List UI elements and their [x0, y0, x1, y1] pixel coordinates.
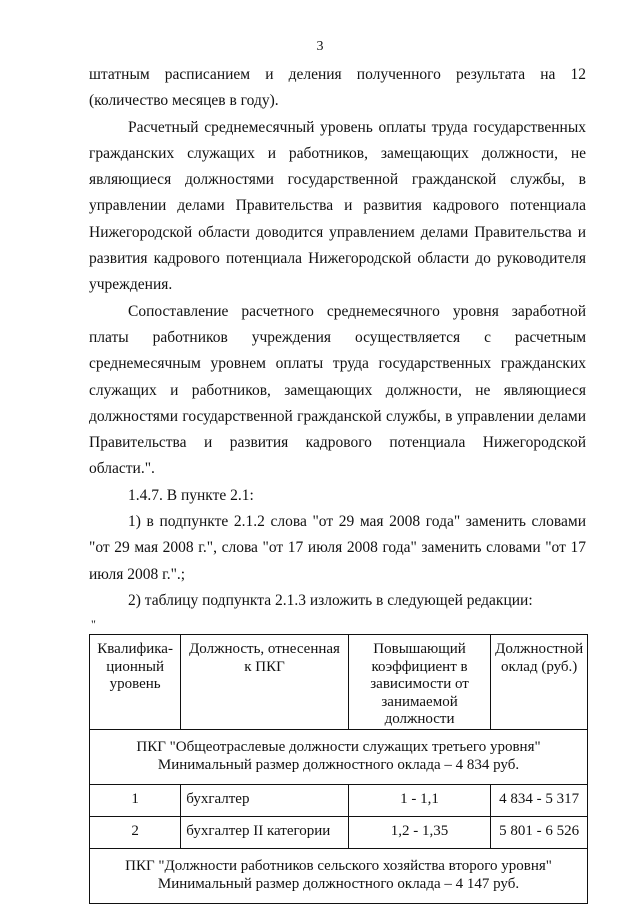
cell-coefficient: 1,2 - 1,35 — [348, 816, 491, 848]
salary-table — [89, 634, 588, 904]
cell-salary: 5 801 - 6 526 — [491, 816, 588, 848]
table-row — [90, 816, 588, 848]
table-header-row — [90, 635, 588, 730]
header-position: Должность, отнесенная к ПКГ — [181, 635, 349, 730]
paragraph-subitem-1: 1) в подпункте 2.1.2 слова "от 29 мая 2008 года" заменить словами "от 29 мая 2008 г.", слова "от 17 июля 2008 года" заменить словами "от 17 июля 2008 г.".; — [89, 513, 586, 583]
table-row — [90, 784, 588, 816]
document-body — [89, 62, 586, 904]
opening-quote-mark: " — [91, 617, 96, 632]
group-band-row — [90, 729, 588, 784]
cell-coefficient: 1 - 1,1 — [348, 784, 491, 816]
group-title-cell — [90, 729, 588, 784]
group-title: ПКГ "Общеотраслевые должности служащих третьего уровня" — [136, 739, 541, 756]
group-min-salary: Минимальный размер должностного оклада – 4 834 руб. — [157, 756, 520, 773]
paragraph-estimated-level: Расчетный среднемесячный уровень оплаты труда государственных гражданских служащих и работников, замещающих должности, не являющиеся должностями государственной гражданской службы, в управлении делами Правительства и развития кадрового потенциала Нижегородской области доводится управлением делами Правительства и развития кадрового потенциала Нижегородской области до руководителя учреждения. — [89, 118, 586, 294]
cell-position: бухгалтер II категории — [181, 816, 349, 848]
paragraph-item-1-4-7: 1.4.7. В пункте 2.1: — [128, 486, 254, 504]
cell-salary: 4 834 - 5 317 — [491, 784, 588, 816]
group-band-row — [90, 848, 588, 903]
cell-level: 2 — [90, 816, 181, 848]
paragraph-comparison: Сопоставление расчетного среднемесячного уровня заработной платы работников учреждения осуществляется с расчетным среднемесячным уровнем оплаты труда государственных гражданских служащих и работников, замещающих должности, не являющиеся должностями государственной гражданской службы, в управлении делами Правительства и развития кадрового потенциала Нижегородской области.". — [89, 302, 586, 478]
header-salary: Должностной оклад (руб.) — [491, 635, 588, 730]
cell-position: бухгалтер — [181, 784, 349, 816]
header-coefficient: Повышающий коэффициент в зависимости от занимаемой должности — [348, 635, 491, 730]
cell-level: 1 — [90, 784, 181, 816]
group-title: ПКГ "Должности работников сельского хозяйства второго уровня" — [125, 858, 552, 875]
group-title-cell — [90, 848, 588, 903]
page-number: 3 — [316, 39, 324, 54]
header-level: Квалифика- ционный уровень — [90, 635, 181, 730]
paragraph-continuation: штатным расписанием и деления полученного результата на 12 (количество месяцев в году). — [89, 66, 586, 110]
group-min-salary: Минимальный размер должностного оклада – 4 147 руб. — [157, 875, 520, 892]
paragraph-subitem-2: 2) таблицу подпункта 2.1.3 изложить в следующей редакции: — [128, 591, 533, 609]
